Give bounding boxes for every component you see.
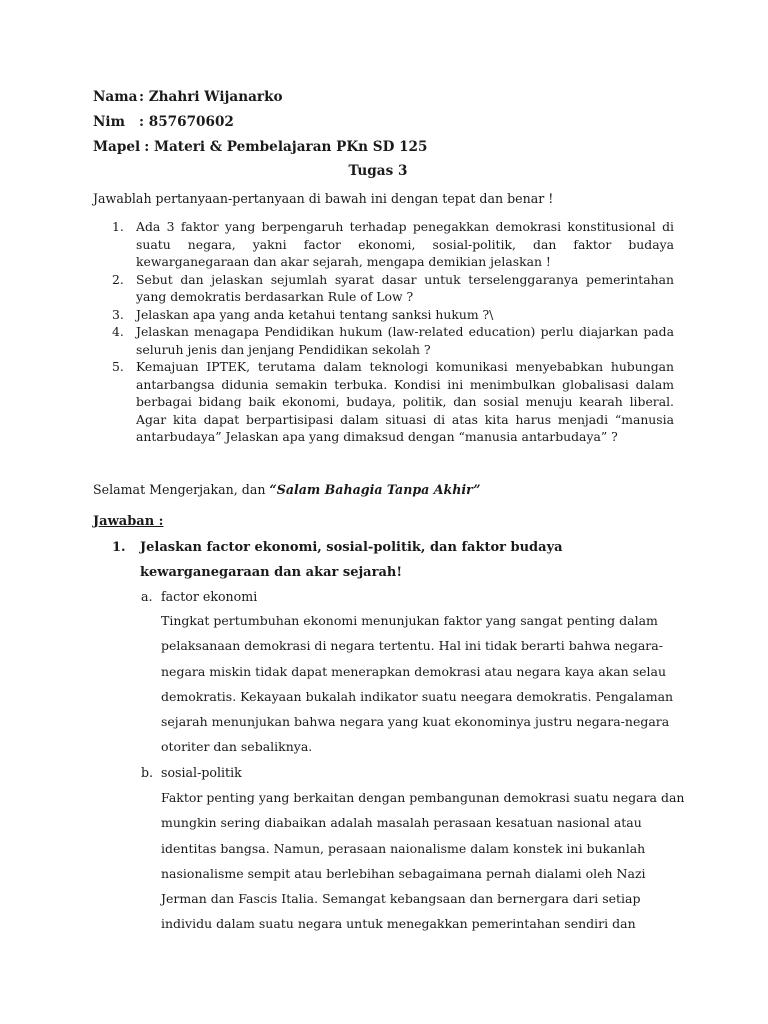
- mapel-value: : Materi & Pembelajaran PKn SD 125: [144, 139, 428, 155]
- sub-label: sosial-politik: [161, 765, 242, 780]
- question-number: 2.: [112, 271, 124, 287]
- answer-1-heading: [112, 535, 672, 585]
- paragraph-line: identitas bangsa. Namun, perasaan naionalisme dalam konstek ini bukanlah: [161, 840, 646, 856]
- question-item: [112, 323, 674, 358]
- question-number: 4.: [112, 324, 124, 339]
- question-number: 1.: [112, 219, 124, 234]
- answer-number: 1.: [112, 540, 126, 555]
- header-mapel: [93, 136, 427, 158]
- answer-title: Jelaskan factor ekonomi, sosial-politik, dan faktor budaya kewarganegaraan dan akar sejarah!: [140, 540, 563, 580]
- question-text: Sebut dan jelaskan sejumlah syarat dasar untuk terselenggaranya pemerintahan yang demokratis berdasarkan Rule of Low ?: [136, 271, 674, 304]
- question-number: 5.: [112, 359, 124, 374]
- question-text: Ada 3 faktor yang berpengaruh terhadap penegakkan demokrasi konstitusional di suatu negara, yakni factor ekonomi, sosial-politik, dan faktor budaya kewarganegaraan dan akar sejarah, mengapa demikian jelaskan !: [136, 219, 674, 269]
- instructions: Jawablah pertanyaan-pertanyaan di bawah ini dengan tepat dan benar !: [93, 191, 554, 206]
- nim-label: Nim: [93, 114, 125, 130]
- paragraph-line: otoriter dan sebaliknya.: [161, 739, 313, 755]
- jawaban-heading: Jawaban :: [93, 514, 164, 529]
- paragraph-a: [161, 608, 681, 760]
- question-number: 3.: [112, 306, 124, 322]
- paragraph-line: Tingkat pertumbuhan ekonomi menunjukan faktor yang sangat penting dalam: [161, 613, 658, 628]
- paragraph-line: demokratis. Kekayaan bukalah indikator suatu neegara demokratis. Pengalaman: [161, 688, 674, 704]
- paragraph-line: Jerman dan Fascis Italia. Semangat kebangsaan dan bernergara dari setiap: [161, 891, 641, 907]
- closing-plain: Selamat Mengerjakan, dan: [93, 482, 270, 497]
- sub-label: factor ekonomi: [161, 589, 258, 604]
- question-text: Jelaskan apa yang anda ketahui tentang sanksi hukum ?\: [136, 306, 494, 322]
- nama-label: Nama: [93, 89, 138, 105]
- paragraph-line: mungkin sering diabaikan adalah masalah perasaan kesatuan nasional atau: [161, 815, 642, 831]
- closing-line: [93, 480, 481, 500]
- nim-value: : 857670602: [139, 114, 234, 130]
- paragraph-line: sejarah menunjukan bahwa negara yang kuat ekonominya justru negara-negara: [161, 714, 670, 730]
- closing-emphasis: “Salam Bahagia Tanpa Akhir”: [269, 482, 481, 497]
- question-item: [112, 218, 674, 271]
- sub-item-b: [141, 762, 242, 784]
- sub-letter: b.: [141, 765, 154, 780]
- paragraph-line: negara miskin tidak dapat menerapkan demokrasi atau negara kaya akan selau: [161, 663, 667, 679]
- paragraph-line: individu dalam suatu negara untuk menegakkan pemerintahan sendiri dan: [161, 916, 636, 932]
- question-list: [112, 218, 674, 446]
- paragraph-line: nasionalisme sempit atau berlebihan sebagaimana pernah dialami oleh Nazi: [161, 865, 646, 881]
- paragraph-b: [161, 785, 685, 937]
- question-item: [112, 306, 674, 324]
- question-item: [112, 271, 674, 306]
- question-item: [112, 358, 674, 446]
- question-text: Jelaskan menagapa Pendidikan hukum (law-related education) perlu diajarkan pada seluruh jenis dan jenjang Pendidikan sekolah ?: [136, 324, 674, 357]
- mapel-label: Mapel: [93, 139, 141, 155]
- sub-letter: a.: [141, 589, 153, 604]
- question-text: Kemajuan IPTEK, terutama dalam teknologi komunikasi menyebabkan hubungan antarbangsa didunia semakin terbuka. Kondisi ini menimbulkan globalisasi dalam berbagai bidang baik ekonomi, budaya, politik, dan sosial menuju kearah liberal. Agar kita dapat berpartisipasi dalam situasi di atas kita harus menjadi “manusia antarbudaya” Jelaskan apa yang dimaksud dengan “manusia antarbudaya” ?: [136, 359, 674, 444]
- page-title: [0, 160, 768, 182]
- header-nim: [93, 111, 234, 133]
- paragraph-line: Faktor penting yang berkaitan dengan pembangunan demokrasi suatu negara dan: [161, 790, 685, 805]
- nama-value: : Zhahri Wijanarko: [139, 89, 283, 105]
- sub-item-a: [141, 586, 257, 608]
- paragraph-line: pelaksanaan demokrasi di negara tertentu. Hal ini tidak berarti bahwa negara-: [161, 638, 663, 654]
- header-nama: [93, 86, 283, 108]
- page-title-text: Tugas 3: [348, 163, 408, 179]
